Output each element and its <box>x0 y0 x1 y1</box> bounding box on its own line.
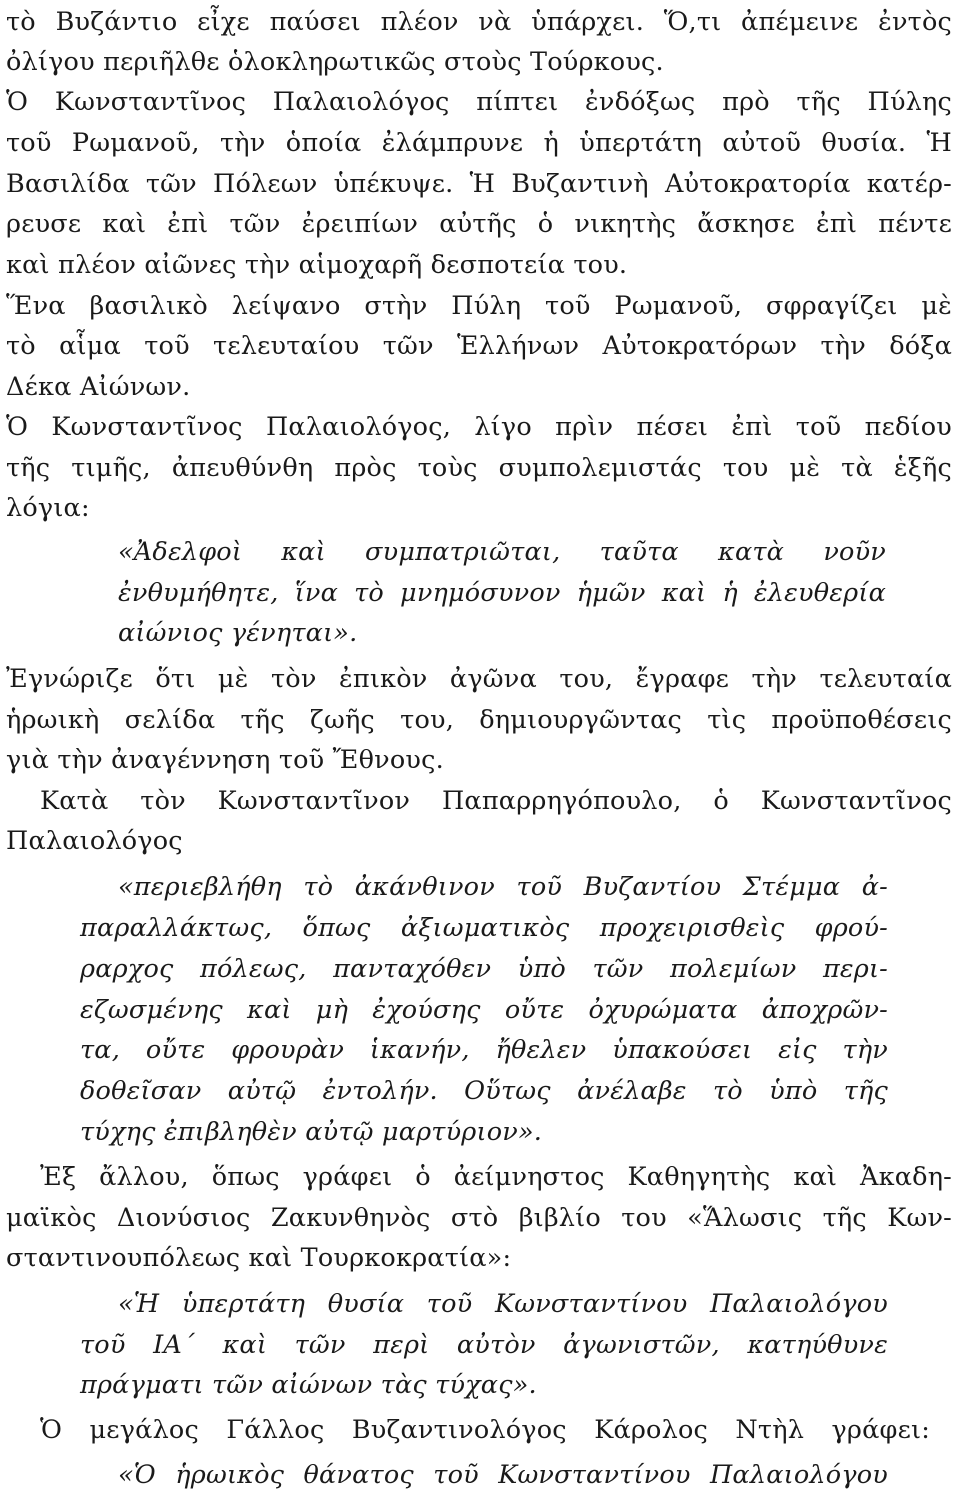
text-line: Ἐγνώριζε ὅτι μὲ τὸν ἐπικὸν ἀγῶνα του, ἔγραφε τὴν τελευταία <box>6 664 952 694</box>
quote-line: ἐνθυμήθητε, ἵνα τὸ μνημόσυνον ἡμῶν καὶ ἡ ἐλευθερία <box>118 578 886 608</box>
text-line: τὸ Βυζάντιο εἶχε παύσει πλέον νὰ ὑπάρχει. Ὅ,τι ἀπέμεινε ἐντὸς <box>6 7 952 37</box>
text-line: ρευσε καὶ ἐπὶ τῶν ἐρειπίων αὐτῆς ὁ νικητὴς ἄσκησε ἐπὶ πέντε <box>6 209 952 239</box>
quote-line: δοθεῖσαν αὐτῷ ἐντολήν. Οὕτως ἀνέλαβε τὸ ὑπὸ τῆς <box>80 1076 888 1106</box>
text-line: καὶ πλέον αἰῶνες τὴν αἱμοχαρῆ δεσποτεία του. <box>6 250 628 280</box>
quote-line: αἰώνιος γένηται». <box>118 618 358 648</box>
text-line: ἡρωικὴ σελίδα τῆς ζωῆς του, δημιουργῶντας τὶς προϋποθέσεις <box>6 705 952 735</box>
quote-line: εζωσμένης καὶ μὴ ἐχούσης οὔτε ὀχυρώματα ἀποχρῶν- <box>80 995 888 1025</box>
text-line: σταντινουπόλεως καὶ Τουρκοκρατία»: <box>6 1243 512 1273</box>
text-line: Ἐξ ἄλλου, ὅπως γράφει ὁ ἀείμνηστος Καθηγητὴς καὶ Ἀκαδη- <box>40 1162 952 1192</box>
text-line: Ἕνα βασιλικὸ λείψανο στὴν Πύλη τοῦ Ρωμανοῦ, σφραγίζει μὲ <box>6 291 952 321</box>
quote-line: «Ἀδελφοὶ καὶ συμπατριῶται, ταῦτα κατὰ νοῦν <box>118 537 886 567</box>
quote-line: «Ἡ ὑπερτάτη θυσία τοῦ Κωνσταντίνου Παλαιολόγου <box>118 1289 888 1319</box>
text-line: μαϊκὸς Διονύσιος Ζακυνθηνὸς στὸ βιβλίο του «Ἅλωσις τῆς Κων- <box>6 1203 952 1233</box>
text-line: γιὰ τὴν ἀναγέννηση τοῦ Ἔθνους. <box>6 745 444 775</box>
text-line: Ὁ Κωνσταντῖνος Παλαιολόγος πίπτει ἐνδόξως πρὸ τῆς Πύλης <box>6 87 952 117</box>
quote-line: πράγματι τῶν αἰώνων τὰς τύχας». <box>80 1370 537 1400</box>
quote-line: ραρχος πόλεως, πανταχόθεν ὑπὸ τῶν πολεμίων περι- <box>80 954 888 984</box>
quote-line: «Ὁ ἡρωικὸς θάνατος τοῦ Κωνσταντίνου Παλαιολόγου <box>118 1460 888 1490</box>
text-line: τοῦ Ρωμανοῦ, τὴν ὁποία ἐλάμπρυνε ἡ ὑπερτάτη αὐτοῦ θυσία. Ἡ <box>6 128 952 158</box>
text-line: Παλαιολόγος <box>6 826 183 856</box>
text-line: Δέκα Αἰώνων. <box>6 372 191 402</box>
text-line: Κατὰ τὸν Κωνσταντῖνον Παπαρρηγόπουλο, ὁ Κωνσταντῖνος <box>40 786 952 816</box>
text-line: ὀλίγου περιῆλθε ὁλοκληρωτικῶς στοὺς Τούρκους. <box>6 47 664 77</box>
text-line: Ὁ μεγάλος Γάλλος Βυζαντινολόγος Κάρολος Ντὴλ γράφει: <box>40 1415 930 1445</box>
text-line: τῆς τιμῆς, ἀπευθύνθη πρὸς τοὺς συμπολεμιστάς του μὲ τὰ ἑξῆς <box>6 453 952 483</box>
quote-line: τα, οὔτε φρουρὰν ἱκανήν, ἤθελεν ὑπακούσει εἰς τὴν <box>80 1035 888 1065</box>
text-line: Βασιλίδα τῶν Πόλεων ὑπέκυψε. Ἡ Βυζαντινὴ Αὐτοκρατορία κατέρ- <box>6 169 952 199</box>
quote-line: τύχης ἐπιβληθὲν αὐτῷ μαρτύριον». <box>80 1117 543 1147</box>
quote-line: «περιεβλήθη τὸ ἀκάνθινον τοῦ Βυζαντίου Στέμμα ἀ- <box>118 872 888 902</box>
text-line: Ὁ Κωνσταντῖνος Παλαιολόγος, λίγο πρὶν πέσει ἐπὶ τοῦ πεδίου <box>6 412 952 442</box>
quote-line: παραλλάκτως, ὅπως ἀξιωματικὸς προχειρισθεὶς φρού- <box>80 913 888 943</box>
text-line: λόγια: <box>6 493 90 523</box>
text-line: τὸ αἷμα τοῦ τελευταίου τῶν Ἑλλήνων Αὐτοκρατόρων τὴν δόξα <box>6 331 952 361</box>
quote-line: τοῦ ΙΑ΄ καὶ τῶν περὶ αὐτὸν ἀγωνιστῶν, κατηύθυνε <box>80 1330 888 1360</box>
